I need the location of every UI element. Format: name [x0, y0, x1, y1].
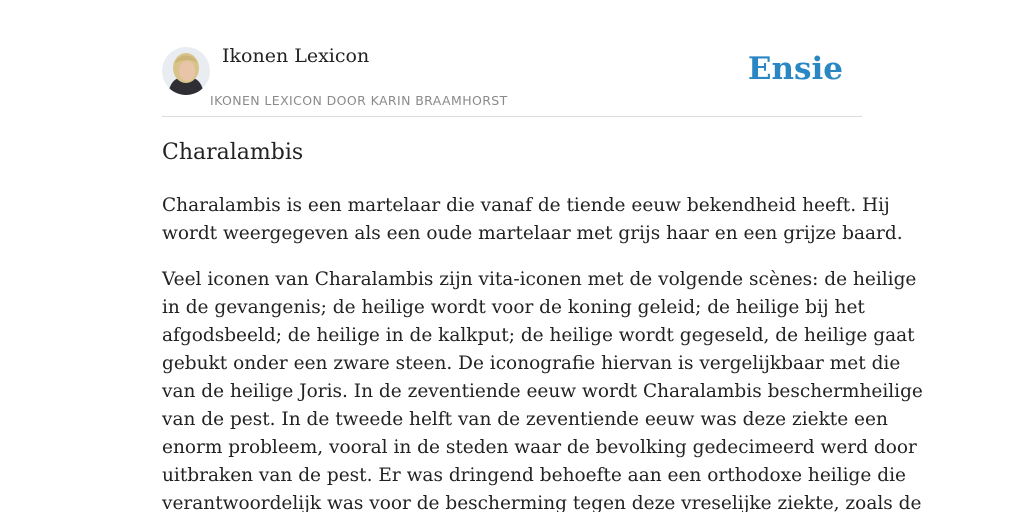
avatar[interactable] — [162, 47, 210, 95]
header — [162, 0, 862, 117]
text-line: uitbraken van de pest. Er was dringend behoefte aan een orthodoxe heilige die — [162, 465, 906, 486]
lexicon-title[interactable]: Ikonen Lexicon — [222, 45, 370, 67]
article-body — [162, 192, 923, 512]
article-title: Charalambis — [162, 140, 304, 165]
text-line: van de pest. In de tweede helft van de zeventiende eeuw was deze ziekte een — [162, 409, 888, 430]
text-line: gebukt onder een zware steen. De iconografie hiervan is vergelijkbaar met die — [162, 353, 901, 374]
text-line: verantwoordelijk was voor de bescherming tegen deze vreselijke ziekte, zoals de — [162, 493, 922, 512]
text-line: wordt weergegeven als een oude martelaar met grijs haar en een grijze baard. — [162, 223, 903, 244]
paragraph-2 — [162, 266, 923, 512]
paragraph-1 — [162, 192, 903, 248]
text-line: van de heilige Joris. In de zeventiende eeuw wordt Charalambis beschermheilige — [162, 381, 923, 402]
text-line: enorm probleem, vooral in de steden waar de bevolking gedecimeerd werd door — [162, 437, 917, 458]
text-line: Veel iconen van Charalambis zijn vita-iconen met de volgende scènes: de heilige — [162, 269, 917, 290]
text-line: Charalambis is een martelaar die vanaf de tiende eeuw bekendheid heeft. Hij — [162, 195, 890, 216]
text-line: afgodsbeeld; de heilige in de kalkput; de heilige wordt gegeseld, de heilige gaat — [162, 325, 915, 346]
avatar-image — [162, 47, 210, 95]
lexicon-subtitle[interactable]: IKONEN LEXICON DOOR KARIN BRAAMHORST — [210, 93, 508, 108]
text-line: in de gevangenis; de heilige wordt voor de koning geleid; de heilige bij het — [162, 297, 865, 318]
brand-logo[interactable]: Ensie — [747, 51, 843, 87]
